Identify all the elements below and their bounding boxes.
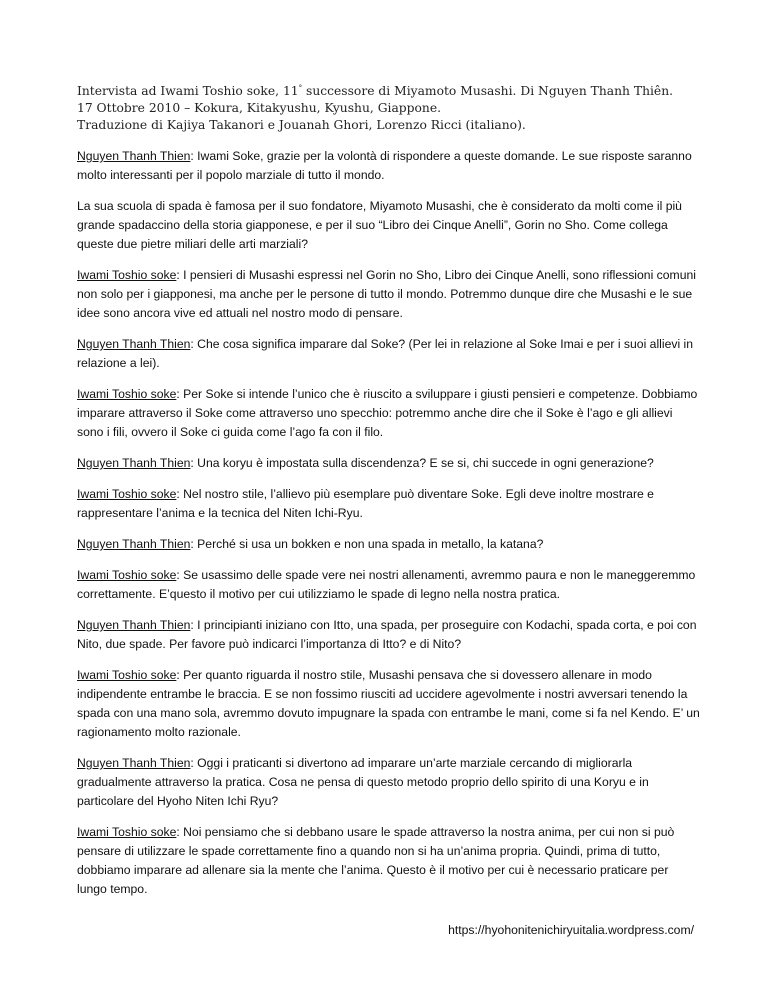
- paragraph-text: : I principianti iniziano con Itto, una spada, per proseguire con Kodachi, spada corta, e poi con Nito, due spade. Per favore può indicarci l’importanza di Itto? e di Nito?: [77, 618, 697, 651]
- speaker-label: Iwami Toshio soke: [77, 268, 177, 282]
- paragraph-4: [77, 335, 701, 373]
- paragraph-13: [77, 823, 701, 899]
- paragraph-text: : Iwami Soke, grazie per la volontà di rispondere a queste domande. Le sue risposte saranno molto interessanti per il popolo marziale di tutto il mondo.: [77, 149, 692, 182]
- paragraph-text: : Che cosa significa imparare dal Soke? (Per lei in relazione al Soke Imai e per i suoi allievi in relazione a lei).: [77, 337, 694, 370]
- paragraph-2: [77, 197, 701, 254]
- paragraph-text: : Per Soke si intende l’unico che è riuscito a sviluppare i giusti pensieri e competenze. Dobbiamo imparare attraverso il Soke come attraverso uno specchio: potremmo anche dire che il Soke è l’ago e gli allievi sono i fili, ovvero il Soke ci guida come l’ago fa con il filo.: [77, 387, 698, 439]
- speaker-label: Iwami Toshio soke: [77, 568, 177, 582]
- speaker-label: Nguyen Thanh Thien: [77, 337, 191, 351]
- document-page: [77, 80, 701, 911]
- speaker-label: Nguyen Thanh Thien: [77, 537, 191, 551]
- speaker-label: Iwami Toshio soke: [77, 387, 177, 401]
- speaker-label: Nguyen Thanh Thien: [77, 149, 191, 163]
- paragraph-text: : Perché si usa un bokken e non una spada in metallo, la katana?: [190, 537, 544, 551]
- speaker-label: Nguyen Thanh Thien: [77, 456, 191, 470]
- speaker-label: Iwami Toshio soke: [77, 668, 177, 682]
- speaker-label: Iwami Toshio soke: [77, 825, 177, 839]
- paragraph-text: : Una koryu è impostata sulla discendenza? E se si, chi succede in ogni generazione?: [190, 456, 654, 470]
- paragraph-7: [77, 485, 701, 523]
- paragraph-text: : Per quanto riguarda il nostro stile, Musashi pensava che si dovessero allenare in modo indipendente entrambe le braccia. E se non fossimo riusciti ad uccidere agevolmente i nostri avversari tenendo la spada con una mano sola, avremmo dovuto impugnare la spada con entrambe le mani, come si fa nel Kendo. E’ un ragionamento molto razionale.: [77, 668, 700, 739]
- paragraph-3: [77, 266, 701, 323]
- paragraph-text: La sua scuola di spada è famosa per il suo fondatore, Miyamoto Musashi, che è considerato da molti come il più grande spadaccino della storia giapponese, e per il suo “Libro dei Cinque Anelli”, Gorin no Sho. Come collega queste due pietre miliari delle arti marziali?: [77, 199, 682, 251]
- paragraph-9: [77, 566, 701, 604]
- speaker-label: Nguyen Thanh Thien: [77, 756, 191, 770]
- paragraph-text: : Nel nostro stile, l’allievo più esemplare può diventare Soke. Egli deve inoltre mostrare e rappresentare l’anima e la tecnica del Niten Ichi-Ryu.: [77, 487, 654, 520]
- speaker-label: Nguyen Thanh Thien: [77, 618, 191, 632]
- paragraph-6: [77, 454, 701, 473]
- paragraph-11: [77, 666, 701, 742]
- paragraph-5: [77, 385, 701, 442]
- paragraph-12: [77, 754, 701, 811]
- paragraph-text: : I pensieri di Musashi espressi nel Gorin no Sho, Libro dei Cinque Anelli, sono riflessioni comuni non solo per i giapponesi, ma anche per le persone di tutto il mondo. Potremmo dunque dire che Musashi e le sue idee sono ancora vive ed attuali nel nostro modo di pensare.: [77, 268, 696, 320]
- paragraph-text: : Oggi i praticanti si divertono ad imparare un’arte marziale cercando di migliorarla gradualmente attraverso la pratica. Cosa ne pensa di questo metodo proprio dello spirito di una Koryu e in particolare del Hyoho Niten Ichi Ryu?: [77, 756, 649, 808]
- speaker-label: Iwami Toshio soke: [77, 487, 177, 501]
- paragraph-8: [77, 535, 701, 554]
- document-header: [77, 80, 701, 134]
- paragraph-10: [77, 616, 701, 654]
- footer-url: https://hyohonitenichiryuitalia.wordpress.com/: [448, 923, 694, 937]
- header-title: Intervista ad Iwami Toshio soke, 11° successore di Miyamoto Musashi. Di Nguyen Thanh Thiên.: [77, 84, 674, 98]
- header-translators: Traduzione di Kajiya Takanori e Jouanah Ghori, Lorenzo Ricci (italiano).: [77, 118, 526, 132]
- paragraph-1: [77, 147, 701, 185]
- paragraph-text: : Noi pensiamo che si debbano usare le spade attraverso la nostra anima, per cui non si può pensare di utilizzare le spade correttamente fino a quando non si ha un’anima propria. Quindi, prima di tutto, dobbiamo imparare ad allenare sia la mente che l’anima. Questo è il motivo per cui è necessario praticare per lungo tempo.: [77, 825, 675, 896]
- header-date-location: 17 Ottobre 2010 – Kokura, Kitakyushu, Kyushu, Giappone.: [77, 101, 442, 115]
- paragraph-text: : Se usassimo delle spade vere nei nostri allenamenti, avremmo paura e non le maneggeremmo correttamente. E’questo il motivo per cui utilizziamo le spade di legno nella nostra pratica.: [77, 568, 696, 601]
